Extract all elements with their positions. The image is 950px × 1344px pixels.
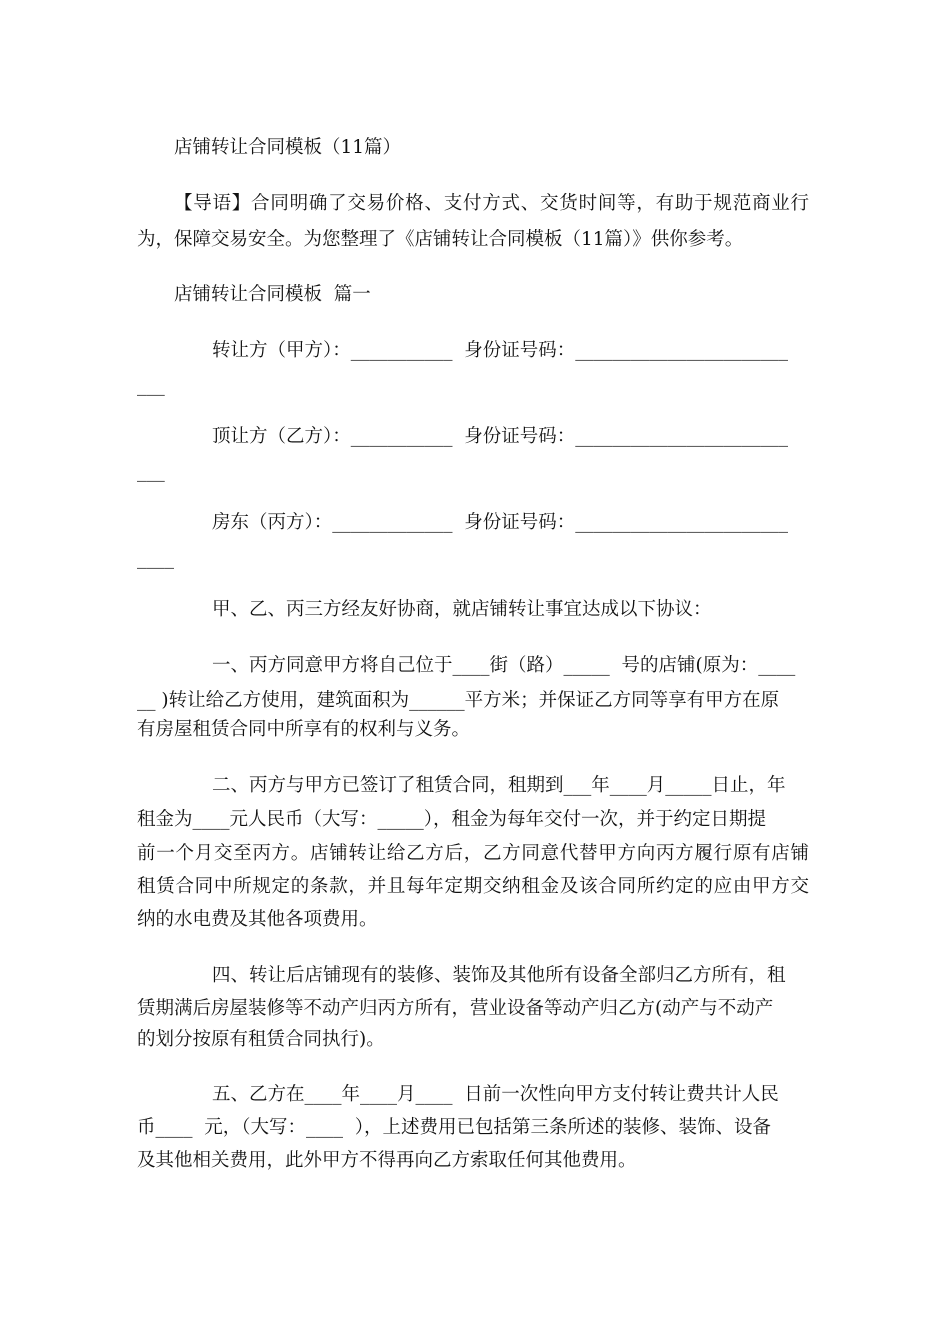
clause-4-line: 的划分按原有租赁合同执行)。 [137,1029,385,1050]
clause-4-line: 赁期满后房屋装修等不动产归丙方所有，营业设备等动产归乙方(动产与不动产 [137,998,774,1019]
clause-5-line: 及其他相关费用，此外甲方不得再向乙方索取任何其他费用。 [137,1150,637,1171]
party-b-field: 顶让方（乙方）：___________ 身份证号码：_______________________ [212,426,789,447]
clause-2-line: 租金为____元人民币（大写：_____），租金为每年交付一次，并于约定日期提 [137,809,767,830]
document-title: 店铺转让合同模板（11篇） [174,137,402,158]
section-heading: 店铺转让合同模板 篇一 [174,284,371,305]
intro-paragraph-line: 【导语】合同明确了交易价格、支付方式、交货时间等，有助于规范商业行 [174,193,809,214]
party-a-field: 转让方（甲方）：___________ 身份证号码：_______________________ [212,340,789,361]
clause-2-line: 租赁合同中所规定的条款，并且每年定期交纳租金及该合同所约定的应由甲方交 [137,876,809,897]
clause-1-line: 一、丙方同意甲方将自己位于____街（路）_____ 号的店铺(原为：____ [212,655,796,676]
intro-paragraph-line: 为，保障交易安全。为您整理了《店铺转让合同模板（11篇）》供你参考。 [137,229,744,250]
clause-2-line: 二、丙方与甲方已签订了租赁合同，租期到___年____月_____日止，年 [212,775,786,796]
clause-5-line: 币____ 元，（大写：____ ），上述费用已包括第三条所述的装修、装饰、设备 [137,1117,772,1138]
clause-2-line: 纳的水电费及其他各项费用。 [137,909,378,930]
agreement-intro: 甲、乙、丙三方经友好协商，就店铺转让事宜达成以下协议： [212,599,712,620]
clause-5-line: 五、乙方在____年____月____ 日前一次性向甲方支付转让费共计人民 [212,1084,779,1105]
clause-4-line: 四、转让后店铺现有的装修、装饰及其他所有设备全部归乙方所有，租 [212,965,786,986]
clause-1-line: __ )转让给乙方使用，建筑面积为______平方米；并保证乙方同等享有甲方在原 [137,690,780,711]
clause-1-line: 有房屋租赁合同中所享有的权利与义务。 [137,719,471,740]
clause-2-line: 前一个月交至丙方。店铺转让给乙方后，乙方同意代替甲方向丙方履行原有店铺 [137,843,809,864]
party-c-field-tail: ____ [137,548,174,569]
party-c-field: 房东（丙方）：_____________ 身份证号码：_______________________ [212,512,789,533]
party-b-field-tail: ___ [137,461,165,482]
party-a-field-tail: ___ [137,375,165,396]
